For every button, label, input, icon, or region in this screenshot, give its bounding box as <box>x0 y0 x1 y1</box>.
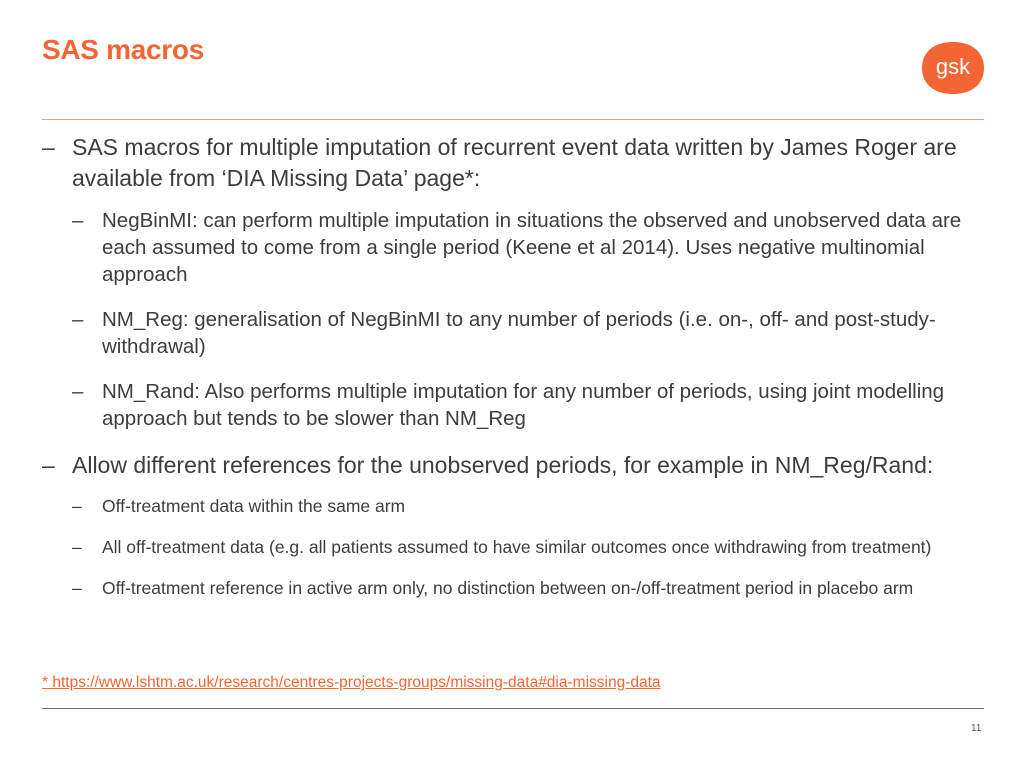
bullet-ref-1-text: Off-treatment data within the same arm <box>102 496 406 516</box>
bullet-ref-3-text: Off-treatment reference in active arm only, no distinction between on-/off-treatment period in placebo arm <box>102 578 914 598</box>
bullet-intro <box>42 132 987 194</box>
bullet-intro-text: SAS macros for multiple imputation of recurrent event data written by James Roger are available from ‘DIA Missing Data’ page*: <box>72 134 957 191</box>
dash-marker: – <box>72 537 82 557</box>
slide-content <box>42 132 987 617</box>
dash-marker: – <box>72 380 84 403</box>
bullet-ref-1 <box>42 494 987 518</box>
footnote-link[interactable]: * https://www.lshtm.ac.uk/research/centres-projects-groups/missing-data#dia-missing-data <box>42 674 661 691</box>
dash-marker: – <box>72 308 84 331</box>
bullet-nm-rand <box>42 378 987 432</box>
dash-marker: – <box>42 452 55 478</box>
bullet-references-text: Allow different references for the unobserved periods, for example in NM_Reg/Rand: <box>72 452 934 478</box>
dash-marker: – <box>72 578 82 598</box>
bullet-negbinmi <box>42 207 987 288</box>
bullet-ref-2 <box>42 535 987 559</box>
title-divider <box>42 119 984 120</box>
bullet-ref-3 <box>42 576 987 600</box>
bullet-ref-2-text: All off-treatment data (e.g. all patients assumed to have similar outcomes once withdrawing from treatment) <box>102 537 932 557</box>
bullet-negbinmi-text: NegBinMI: can perform multiple imputation in situations the observed and unobserved data are each assumed to come from a single period (Keene et al 2014). Uses negative multinomial approach <box>102 209 962 286</box>
gsk-logo <box>920 40 986 96</box>
page-number: 11 <box>971 723 982 734</box>
dash-marker: – <box>42 134 55 160</box>
bullet-nm-reg <box>42 306 987 360</box>
footer-divider <box>42 708 984 709</box>
bullet-references <box>42 450 987 481</box>
dash-marker: – <box>72 209 84 232</box>
slide-title: SAS macros <box>42 34 204 65</box>
bullet-nm-reg-text: NM_Reg: generalisation of NegBinMI to any number of periods (i.e. on-, off- and post-study-withdrawal) <box>102 308 936 358</box>
dash-marker: – <box>72 496 82 516</box>
bullet-nm-rand-text: NM_Rand: Also performs multiple imputation for any number of periods, using joint modelling approach but tends to be slower than NM_Reg <box>102 380 945 430</box>
logo-text: gsk <box>935 54 971 79</box>
